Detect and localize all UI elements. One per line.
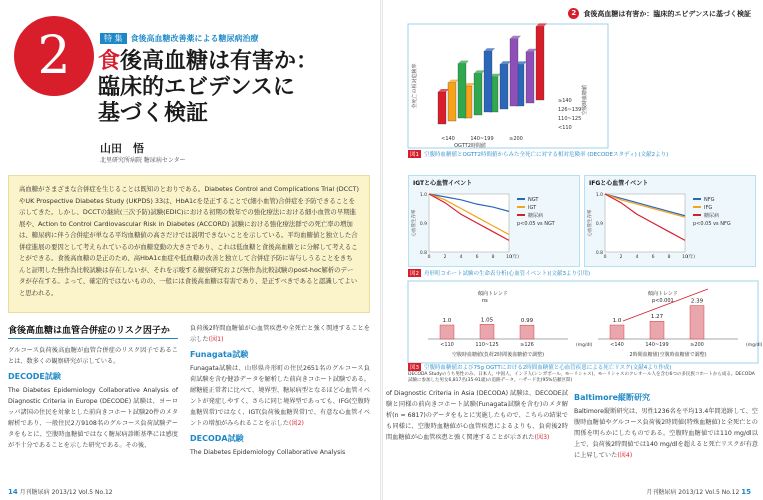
unit-label: (mg/dl) [746,343,763,348]
z-tick-label: 110~125 [558,116,582,122]
right-column-1 [386,388,568,443]
author-affiliation: 北里研究所病院 糖尿病センター [100,157,186,164]
author-name: 山田 悟 [100,142,144,155]
trend-label: 傾向トレンド [478,291,508,297]
figure1-bar-chart [408,24,608,148]
bar [500,64,508,109]
x-tick-label: 8 [491,255,495,260]
legend-swatch [693,214,701,216]
left-column-1 [8,323,178,451]
y-tick-label: 1.0 [595,193,603,198]
right-footer [646,487,751,496]
figure-ref[interactable]: (図3) [534,434,550,441]
caption-text: 空腹時血糖値および75g OGTTにおける2時間血糖値と心血管疾患による死亡リスク(文献4より作成) [424,365,672,371]
panel-a-plot [409,186,581,268]
x-axis-title: OGTT2時間値 [454,143,486,149]
x-tick-label: <140 [441,136,455,142]
legend-swatch [517,214,525,216]
x-tick-label: 140~199 [645,342,669,348]
right-column-2 [574,388,758,461]
decoda-continued [386,388,568,443]
significance-note: p<0.05 vs NFG [693,221,731,227]
figure3-hazard-chart [408,281,763,363]
bar [650,321,664,339]
data-label: 1.05 [480,317,494,324]
title-line2: 臨床的エビデンスに [98,74,295,100]
legend-label: 糖尿病 [528,213,544,219]
funagata-heading: Funagata試験 [190,350,249,359]
x-axis-title: 2時間血糖値(空腹時血糖値で調整) [629,352,707,358]
figure3-caption [408,363,758,371]
x-tick-label: ≥200 [509,136,523,142]
figure3-frame [408,281,758,363]
y-tick-label: 0.9 [595,222,603,227]
x-tick-label: 10 [506,255,512,260]
x-tick-label: 4 [459,255,463,260]
chapter-number-badge: 2 [14,16,94,96]
figure-ref[interactable]: (図1) [208,336,224,343]
caption-text: 空腹時血糖値とOGTT2時間値からみた全死亡に対する相対危険率 (DECODEスタディ) (文献2より) [424,152,669,158]
x-tick-label: 6 [651,255,655,260]
p-value: ns [482,298,488,304]
right-page [382,0,763,500]
figure-number: 図3 [410,365,419,371]
bar [474,73,482,115]
bar [536,26,544,100]
x-tick-label: 2 [619,255,623,260]
data-label: 0.99 [520,318,534,325]
y-axis-label: 全死亡の相対危険率 [412,63,418,109]
section-body: グルコース負荷後高血糖が血管合併症のリスク因子であることは、数多くの観察研究が示している。 [8,347,178,365]
intro-text: 負荷後2時間血糖値が心血管疾患や全死亡と強く関連することを示した [190,325,370,343]
x-tick-label: ≥126 [520,342,534,348]
x-tick-label: 110~125 [475,342,499,348]
figure-ref[interactable]: (図2) [289,420,304,427]
z-axis-title: 空腹時血糖値 [582,84,588,116]
legend-label: IGT [528,205,537,211]
z-tick-label: 126~139 [558,107,582,113]
y-axis-label: 心血管生存率 [588,209,593,237]
bar [520,325,534,339]
decode-body: The Diabetes Epidemiology Collaborative Analysis of Diagnostic Criteria in Europe (DECODE) 試験は、ヨーロッパ諸国の住民を対象とした前向きコホート試験20件のメタ解析であり、一般住民2万9108名のグルコース負荷試験データをもとに、空腹時血糖値ではなく糖尿病診断基準には感度が不十分であることを示した研究である。その後、 [8,387,178,449]
x-tick-label: 6 [475,255,479,260]
decode-heading: DECODE試験 [8,372,61,381]
x-tick-label: 0 [603,255,607,260]
bar [510,39,518,106]
bar [610,325,624,339]
bar [480,324,494,339]
journal-info: 月刊糖尿病 2013/12 Vol.5 No.12 [646,489,740,496]
panel-b-title: IFGと心血管イベント [589,180,649,187]
p-value: p<0.001 [652,298,674,304]
z-tick-label: ≥140 [558,98,572,104]
legend-label: IFG [704,205,713,211]
legend-swatch [693,198,701,200]
trend-label: 傾向トレンド [648,291,678,297]
x-axis-label: (年) [511,255,520,260]
x-axis-title: 空腹時血糖値(負荷2時間後血糖値で調整) [451,352,545,358]
legend-swatch [693,206,701,208]
funagata-text: Funagata試験は、山形県舟形町の住民2651名のグルコース負荷試験を含む健診データを解析した前向きコホート試験である。耐糖能正常者に比べて、境界型、糖尿病型となるほど心血管イベントが発症しやすく、さらに同じ境界型であっても、IFG(空腹時血糖異常)ではなく、IGT(負荷後血糖異常)で、有意な心血管イベントの増加がみられることを示した [190,365,370,427]
x-tick-label: 2 [443,255,447,260]
legend-swatch [517,198,525,200]
title-initial: 食 [98,48,121,74]
bar [690,306,704,339]
running-head-text: 食後高血糖は有害か：臨床的エビデンスに基づく検証 [583,9,751,18]
plot-area [429,194,509,252]
x-tick-label: ≥200 [690,342,704,348]
article-title [98,48,368,126]
baltimore-heading: Baltimore縦断研究 [574,393,651,402]
feature-tag: 特 集 [100,33,127,44]
decoda-text: of Diagnostic Criteria in Asia (DECODA) 試験は、DECODE試験と同様の前向きコホート試験(Funagata試験を含む)のメタ解析(n = 6817)のデータをもとに実施したもので、こちらの結果でも同様に、空腹時血糖値が心血管疾患によるよりも、負荷後2時間血糖値が心血管疾患と強く関連することが示された [386,390,568,441]
panel-b-plot [585,186,757,268]
figure-ref[interactable]: (図4) [617,452,633,459]
x-axis-label: (年) [687,255,696,260]
data-label: 2.39 [690,298,704,305]
bar [440,325,454,339]
figure3-note: DECODA Studyのうち男性のみ、日本人、中国人、インド人(シンガポール、モーリシャス)、モーリシャスのクレオール人を含む6つの多民族コホートから成る。DECODA 試験に参加した男女6,817名(35-91歳)の追跡データ。ハザード比(95%信頼区間) [408,372,755,383]
funagata-body [190,363,370,429]
section-heading: 食後高血糖は血管合併症のリスク因子か [8,323,178,339]
baltimore-text: Baltimore縦断研究は、男性1236名を平均13.4年間追跡して、空腹時血糖値やグルコース負荷後2時間値(特殊血糖値)と全死亡との関係を明らかにしたものである。空腹時血糖値では110 mg/dl以上で、負荷後2時間値では140 mg/dlを超えると死亡リスクが有意に上昇していた [574,408,758,459]
caption-text: 舟形町コホート試験の生命表分析(心血管イベント)(文献3より引用) [424,271,591,277]
legend-label: 糖尿病 [704,213,720,219]
y-tick-label: 0.8 [419,251,427,256]
x-tick-label: 140~199 [470,136,494,142]
data-label: 1.0 [612,318,622,324]
legend-label: NGT [528,197,539,203]
figure2-panel-a [408,175,580,267]
left-footer [8,487,113,496]
panel-a-title: IGTと心血管イベント [413,180,473,187]
plot-area [605,194,685,252]
baltimore-body [574,406,758,461]
journal-info: 月刊糖尿病 2013/12 Vol.5 No.12 [19,489,113,496]
figure-number: 図1 [410,152,419,158]
abstract-box: 高血糖がさまざまな合併症を生じることは既知のとおりである。Diabetes Control and Complications Trial (DCCT)やUK Prospective Diabetes Study (UKPDS) 33は、HbA1cを是正することで(細小血管)合併症を予防できることを示してきた。しかし、DCCTの継続(三次予防)試験(EDIC)における初期の数年での強化療法における細小血管の早期進展や、Action to Control Cardiovascular Risk in Diabetes (ACCORD) 試験における強化療法群での死亡率の増加は、糖尿病に伴う合併症が単なる平均血糖値の高さだけでは説明できないことを示している。平均血糖値と独立した合併症進展の要因として考えられているのが血糖変動の大きさであり、これは低血糖と食後高血糖とに分解して考えることができる。食後高血糖の是正のため、高HbA1c血症や低血糖の改善と独立して合併症予防に寄与しうることをきちんと証明した無作為比較試験は存在しないが、それを示唆する観察研究および無作為比較試験のpost-hoc解析のデータが存在する。よって、確定的ではないものの、一般には食後高血糖は有害であり、是正すべきであると認識してよいと思われる。 [8,175,370,313]
title-line1: 後高血糖は有害か： [120,48,319,74]
y-axis-label: 心血管生存率 [412,209,417,237]
feature-tag-text: 食後高血糖改善薬による糖尿病治療 [130,33,259,43]
figure-number: 図2 [410,271,419,277]
running-head [568,8,751,19]
x-tick-label: 10 [682,255,688,260]
bar [438,92,446,124]
decoda-body-start: The Diabetes Epidemiology Collaborative Analysis [190,449,346,456]
decoda-heading: DECODA試験 [190,434,244,443]
z-tick-label: <110 [558,125,572,131]
bar [484,51,492,112]
x-tick-label: 8 [667,255,671,260]
bar [448,83,456,121]
figure2-caption [408,269,758,277]
figure1-caption [408,150,758,158]
unit-label: (mg/dl) [576,343,593,348]
left-column-2 [190,323,370,458]
bar [458,64,466,118]
significance-note: p<0.05 vs NGT [517,221,555,227]
x-tick-label: <140 [610,342,624,348]
figure2-panel-b [584,175,756,267]
x-tick-label: 0 [427,255,431,260]
title-line3: 基づく検証 [98,100,209,126]
left-page [0,0,381,500]
y-tick-label: 0.9 [419,222,427,227]
data-label: 1.0 [442,318,452,324]
feature-tagline [100,32,259,44]
x-tick-label: <110 [440,342,454,348]
running-head-number: 2 [568,8,579,19]
data-label: 1.27 [650,314,664,321]
page-number: 15 [741,488,751,496]
x-tick-label: 4 [635,255,639,260]
bar [526,52,534,103]
page-number: 14 [8,488,18,496]
y-tick-label: 0.8 [595,251,603,256]
legend-label: NFG [704,197,715,203]
y-tick-label: 1.0 [419,193,427,198]
legend-swatch [517,206,525,208]
column2-intro [190,323,370,345]
